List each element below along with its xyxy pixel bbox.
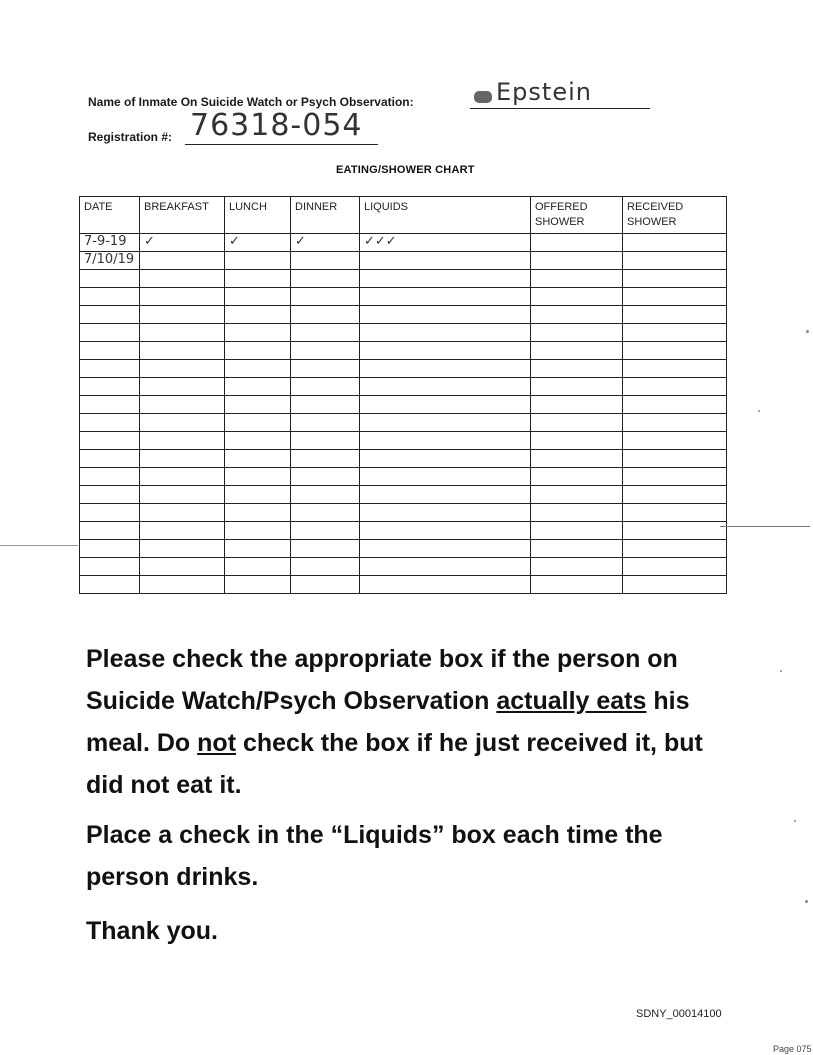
cell-dinner <box>291 306 360 324</box>
col-header-date: DATE <box>80 197 140 234</box>
cell-dinner <box>291 234 360 252</box>
cell-offered-shower <box>531 324 623 342</box>
scan-speck <box>806 330 809 333</box>
cell-liquids <box>360 342 531 360</box>
table-row <box>80 396 727 414</box>
cell-date <box>80 522 140 540</box>
cell-liquids <box>360 414 531 432</box>
cell-received-shower <box>623 450 727 468</box>
cell-received-shower <box>623 378 727 396</box>
cell-breakfast-value: ✓ <box>144 234 155 249</box>
cell-breakfast <box>140 450 225 468</box>
cell-received-shower <box>623 288 727 306</box>
cell-offered-shower <box>531 576 623 594</box>
scan-artifact-line <box>0 545 78 546</box>
cell-date <box>80 558 140 576</box>
cell-received-shower <box>623 522 727 540</box>
cell-lunch <box>225 450 291 468</box>
scan-artifact-line <box>720 526 810 527</box>
cell-lunch <box>225 324 291 342</box>
cell-dinner <box>291 540 360 558</box>
cell-received-shower <box>623 396 727 414</box>
cell-received-shower <box>623 306 727 324</box>
cell-offered-shower <box>531 342 623 360</box>
cell-dinner <box>291 270 360 288</box>
cell-dinner <box>291 288 360 306</box>
cell-date <box>80 540 140 558</box>
cell-breakfast <box>140 378 225 396</box>
cell-dinner <box>291 396 360 414</box>
cell-offered-shower <box>531 270 623 288</box>
cell-lunch <box>225 432 291 450</box>
cell-liquids <box>360 306 531 324</box>
registration-underline <box>185 144 378 145</box>
cell-liquids <box>360 450 531 468</box>
registration-value: 76318-054 <box>190 108 363 143</box>
col-header-lunch: LUNCH <box>225 197 291 234</box>
cell-lunch <box>225 234 291 252</box>
scan-speck <box>780 670 782 672</box>
cell-dinner <box>291 342 360 360</box>
table-row <box>80 414 727 432</box>
cell-breakfast <box>140 396 225 414</box>
chart-title: EATING/SHOWER CHART <box>336 164 475 176</box>
cell-breakfast <box>140 306 225 324</box>
cell-dinner <box>291 504 360 522</box>
cell-date-value: 7/10/19 <box>84 252 135 267</box>
cell-date <box>80 504 140 522</box>
cell-dinner <box>291 378 360 396</box>
cell-offered-shower <box>531 522 623 540</box>
cell-breakfast <box>140 324 225 342</box>
table-row <box>80 432 727 450</box>
cell-dinner <box>291 360 360 378</box>
cell-received-shower <box>623 468 727 486</box>
thank-you-text: Thank you. <box>86 917 218 945</box>
cell-received-shower <box>623 576 727 594</box>
cell-liquids <box>360 540 531 558</box>
cell-dinner <box>291 486 360 504</box>
table-row <box>80 288 727 306</box>
cell-liquids <box>360 468 531 486</box>
cell-liquids <box>360 522 531 540</box>
cell-lunch <box>225 522 291 540</box>
cell-offered-shower <box>531 306 623 324</box>
cell-liquids <box>360 558 531 576</box>
cell-offered-shower <box>531 540 623 558</box>
table-row <box>80 324 727 342</box>
cell-breakfast <box>140 522 225 540</box>
cell-lunch <box>225 252 291 270</box>
cell-liquids <box>360 378 531 396</box>
cell-dinner <box>291 468 360 486</box>
cell-offered-shower <box>531 252 623 270</box>
cell-date <box>80 342 140 360</box>
cell-breakfast <box>140 270 225 288</box>
cell-date <box>80 432 140 450</box>
table-row <box>80 522 727 540</box>
cell-lunch <box>225 576 291 594</box>
cell-lunch <box>225 468 291 486</box>
name-label: Name of Inmate On Suicide Watch or Psych Observation: <box>88 95 414 109</box>
redaction-scribble <box>474 91 492 103</box>
cell-liquids-value: ✓✓✓ <box>364 234 397 249</box>
cell-date <box>80 288 140 306</box>
cell-dinner <box>291 414 360 432</box>
table-row <box>80 468 727 486</box>
cell-breakfast <box>140 252 225 270</box>
table-header-row <box>80 197 727 234</box>
col-header-breakfast: BREAKFAST <box>140 197 225 234</box>
table-row <box>80 540 727 558</box>
cell-breakfast <box>140 540 225 558</box>
cell-lunch <box>225 396 291 414</box>
cell-breakfast <box>140 234 225 252</box>
cell-received-shower <box>623 540 727 558</box>
table-row <box>80 486 727 504</box>
cell-liquids <box>360 324 531 342</box>
cell-lunch <box>225 486 291 504</box>
cell-received-shower <box>623 324 727 342</box>
cell-lunch <box>225 540 291 558</box>
cell-liquids <box>360 360 531 378</box>
table-row <box>80 450 727 468</box>
cell-lunch <box>225 270 291 288</box>
cell-offered-shower <box>531 504 623 522</box>
scan-speck <box>794 820 796 822</box>
cell-breakfast <box>140 414 225 432</box>
cell-lunch <box>225 378 291 396</box>
cell-offered-shower <box>531 432 623 450</box>
cell-date <box>80 378 140 396</box>
cell-lunch <box>225 504 291 522</box>
cell-liquids <box>360 252 531 270</box>
table-row <box>80 360 727 378</box>
table-row <box>80 504 727 522</box>
cell-offered-shower <box>531 378 623 396</box>
cell-breakfast <box>140 342 225 360</box>
table-row <box>80 342 727 360</box>
cell-lunch <box>225 558 291 576</box>
cell-lunch <box>225 360 291 378</box>
cell-date <box>80 486 140 504</box>
cell-offered-shower <box>531 468 623 486</box>
cell-breakfast <box>140 486 225 504</box>
cell-date <box>80 270 140 288</box>
cell-offered-shower <box>531 396 623 414</box>
cell-dinner <box>291 324 360 342</box>
cell-dinner <box>291 432 360 450</box>
cell-offered-shower <box>531 450 623 468</box>
name-underline <box>470 108 650 109</box>
instructions-paragraph-2: Place a check in the “Liquids” box each time the person drinks. <box>86 821 663 891</box>
table-row <box>80 270 727 288</box>
cell-dinner <box>291 450 360 468</box>
cell-date <box>80 306 140 324</box>
cell-received-shower <box>623 504 727 522</box>
cell-received-shower <box>623 252 727 270</box>
cell-offered-shower <box>531 486 623 504</box>
cell-lunch <box>225 342 291 360</box>
scan-speck <box>805 900 808 903</box>
cell-date <box>80 450 140 468</box>
cell-offered-shower <box>531 288 623 306</box>
inmate-name-value: Epstein <box>496 78 592 106</box>
cell-liquids <box>360 396 531 414</box>
cell-received-shower <box>623 414 727 432</box>
registration-label: Registration #: <box>88 130 173 144</box>
cell-liquids <box>360 504 531 522</box>
table-row <box>80 576 727 594</box>
cell-offered-shower <box>531 360 623 378</box>
cell-date <box>80 360 140 378</box>
cell-received-shower <box>623 432 727 450</box>
table-row <box>80 378 727 396</box>
cell-received-shower <box>623 558 727 576</box>
cell-breakfast <box>140 558 225 576</box>
bates-number: SDNY_00014100 <box>636 1008 722 1020</box>
cell-breakfast <box>140 504 225 522</box>
cell-dinner <box>291 576 360 594</box>
cell-received-shower <box>623 486 727 504</box>
cell-breakfast <box>140 576 225 594</box>
col-header-received-shower: RECEIVED SHOWER <box>623 197 727 234</box>
col-header-liquids: LIQUIDS <box>360 197 531 234</box>
cell-breakfast <box>140 432 225 450</box>
cell-date <box>80 414 140 432</box>
scan-speck <box>758 410 760 412</box>
cell-offered-shower <box>531 558 623 576</box>
cell-received-shower <box>623 270 727 288</box>
cell-lunch-value: ✓ <box>229 234 240 249</box>
cell-received-shower <box>623 342 727 360</box>
cell-date-value: 7-9-19 <box>84 234 127 249</box>
cell-offered-shower <box>531 234 623 252</box>
cell-breakfast <box>140 288 225 306</box>
cell-dinner <box>291 252 360 270</box>
cell-dinner-value: ✓ <box>295 234 306 249</box>
col-header-offered-shower: OFFERED SHOWER <box>531 197 623 234</box>
cell-date <box>80 576 140 594</box>
col-header-dinner: DINNER <box>291 197 360 234</box>
instructions-paragraph-1: Please check the appropriate box if the person on Suicide Watch/Psych Observation actually eats his meal. Do not check the box if he just received it, but did not eat it. <box>86 645 703 799</box>
table-row <box>80 306 727 324</box>
eating-shower-table <box>79 196 727 594</box>
cell-liquids <box>360 486 531 504</box>
cell-received-shower <box>623 234 727 252</box>
cell-liquids <box>360 234 531 252</box>
cell-offered-shower <box>531 414 623 432</box>
cell-date <box>80 324 140 342</box>
table-row <box>80 558 727 576</box>
cell-breakfast <box>140 468 225 486</box>
cell-date <box>80 252 140 270</box>
cell-liquids <box>360 288 531 306</box>
table-row <box>80 252 727 270</box>
cell-received-shower <box>623 360 727 378</box>
cell-dinner <box>291 558 360 576</box>
cell-lunch <box>225 306 291 324</box>
cell-breakfast <box>140 360 225 378</box>
cell-date <box>80 234 140 252</box>
cell-liquids <box>360 432 531 450</box>
page-number: Page 075 <box>773 1044 812 1054</box>
cell-date <box>80 396 140 414</box>
cell-date <box>80 468 140 486</box>
cell-lunch <box>225 414 291 432</box>
cell-dinner <box>291 522 360 540</box>
cell-lunch <box>225 288 291 306</box>
cell-liquids <box>360 270 531 288</box>
cell-liquids <box>360 576 531 594</box>
table-row <box>80 234 727 252</box>
